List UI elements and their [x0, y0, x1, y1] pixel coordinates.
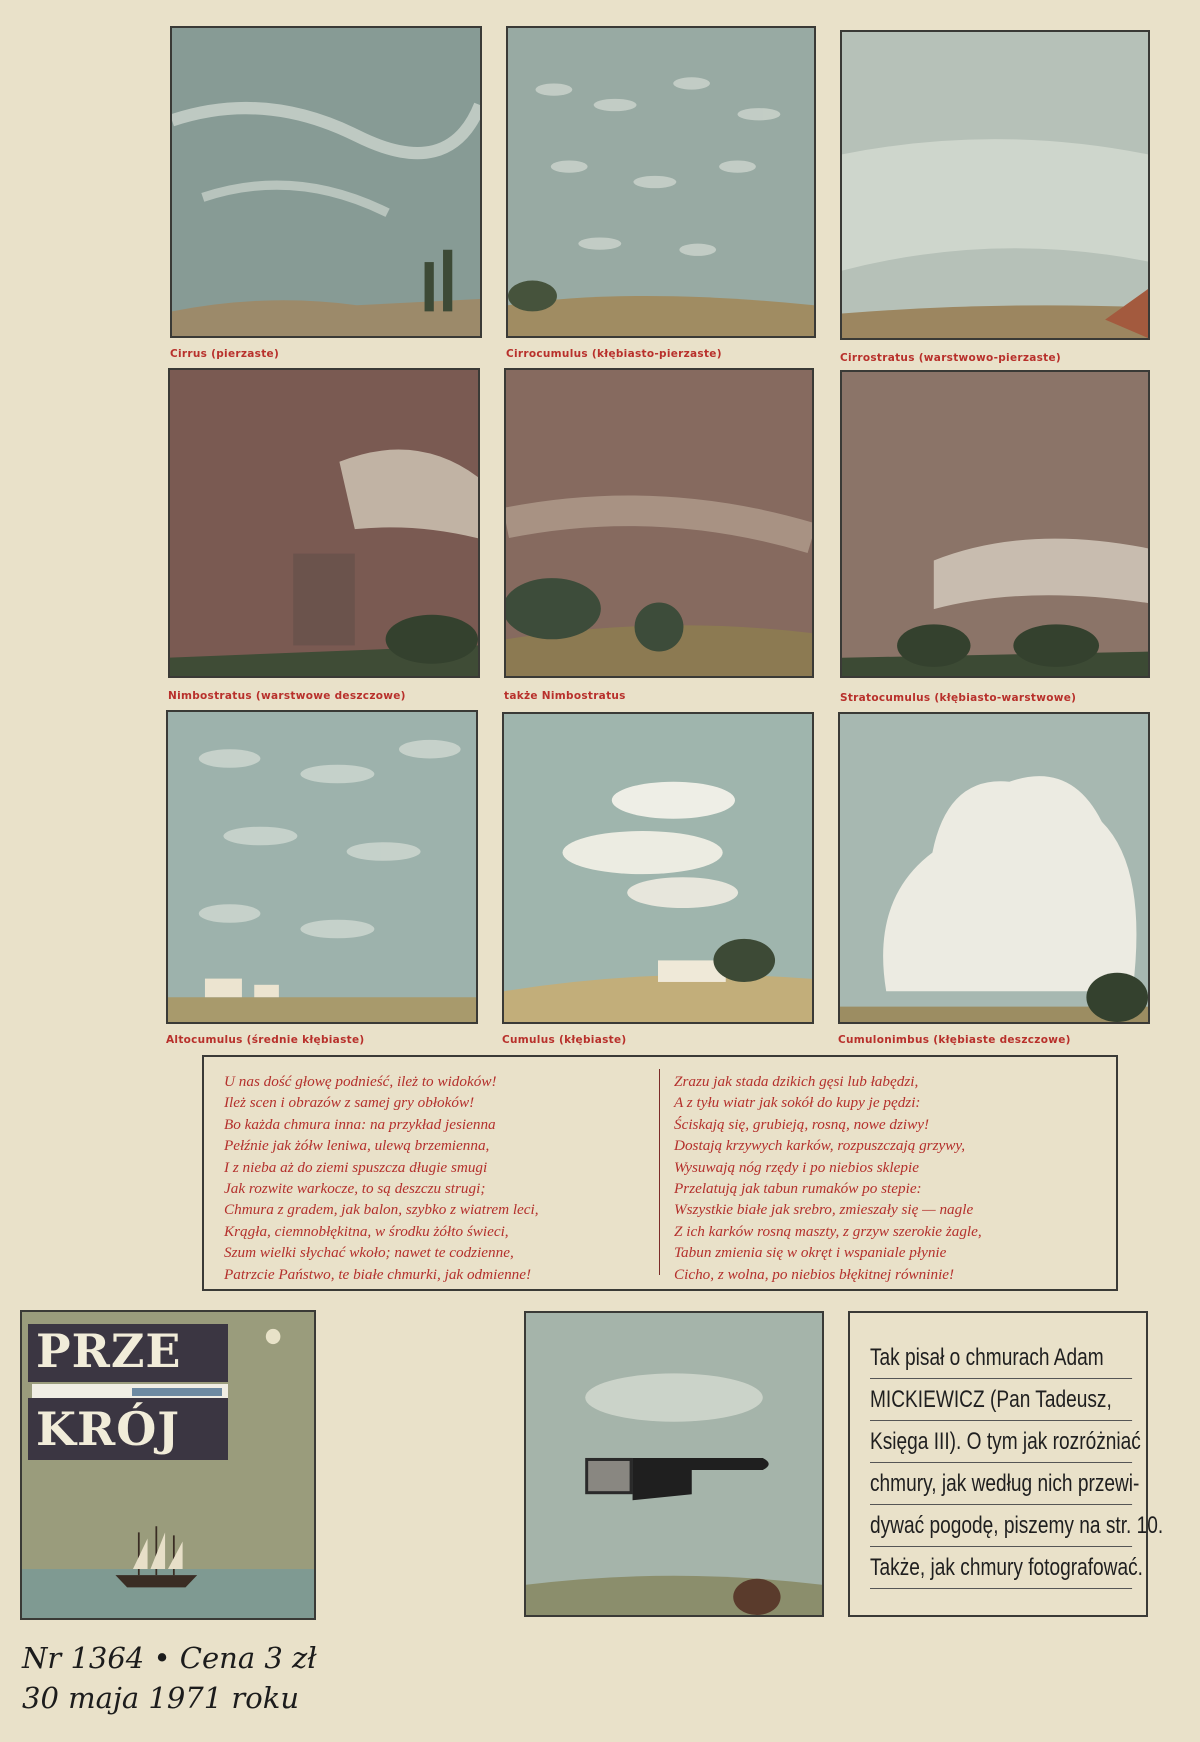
- issue-date: 30 maja 1971 roku: [22, 1681, 300, 1715]
- note-line: chmury, jak według nich przewi-: [870, 1463, 1132, 1505]
- pointing-hand-illustration: [524, 1311, 824, 1617]
- panel-caption: Cirrocumulus (kłębiasto-pierzaste): [506, 348, 722, 360]
- note-line: Tak pisał o chmurach Adam: [870, 1337, 1132, 1379]
- poem-line: A z tyłu wiatr jak sokół do kupy je pędzi:: [674, 1094, 921, 1112]
- cloud-illustration: [840, 370, 1150, 678]
- panel-caption: Stratocumulus (kłębiasto-warstwowe): [840, 692, 1077, 704]
- cloud-illustration: [504, 368, 814, 678]
- cloud-panel-cirrostratus: [840, 30, 1150, 364]
- poem-line: Zrazu jak stada dzikich gęsi lub łabędzi,: [674, 1073, 919, 1090]
- cloud-illustration: [840, 30, 1150, 340]
- note-line: dywać pogodę, piszemy na str. 10.: [870, 1505, 1132, 1547]
- cloud-panel-nimbostratus: [168, 368, 480, 702]
- poem-line: Ściskają się, grubieją, rosną, nowe dziwy!: [674, 1115, 930, 1133]
- poem-divider: [659, 1069, 660, 1275]
- poem-line: Z ich karków rosną maszty, z grzyw szerokie żagle,: [674, 1222, 982, 1240]
- note-text: [870, 1337, 1164, 1589]
- poem-line: Tabun zmienia się w okręt i wspaniale płynie: [674, 1244, 947, 1262]
- poem-box: [202, 1055, 1118, 1291]
- issue-info: [22, 1638, 352, 1718]
- poem-line: Jak rozwite warkocze, to są deszczu strugi;: [224, 1180, 486, 1198]
- poem-column-left: [224, 1071, 669, 1285]
- panel-caption: Altocumulus (średnie kłębiaste): [166, 1034, 365, 1046]
- cloud-panel-altocumulus: [166, 710, 478, 1046]
- poem-line: I z nieba aż do ziemi spuszcza długie smugi: [224, 1158, 488, 1176]
- masthead-stripe-blue: [132, 1388, 222, 1396]
- poem-line: Krągła, ciemnobłękitna, w środku żółto świeci,: [224, 1222, 509, 1240]
- panel-caption: Cumulus (kłębiaste): [502, 1034, 627, 1046]
- poem-line: Ileż scen i obrazów z samej gry obłoków!: [224, 1094, 475, 1112]
- poem-line: Pełźnie jak żółw leniwa, ulewą brzemienna,: [224, 1137, 490, 1155]
- poem-line: U nas dość głowę podnieść, ileż to widoków!: [224, 1073, 497, 1090]
- panel-caption: Cirrostratus (warstwowo-pierzaste): [840, 352, 1062, 364]
- cloud-illustration: [502, 712, 814, 1024]
- masthead-illustration: [20, 1310, 316, 1620]
- masthead-word-bottom: KRÓJ: [36, 1402, 181, 1456]
- cloud-illustration: [166, 710, 478, 1024]
- cloud-panel-cirrocumulus: [506, 26, 816, 360]
- poem-line: Wysuwają nóg rzędy i po niebios sklepie: [674, 1158, 919, 1176]
- poem-line: Przelatują jak tabun rumaków po stepie:: [674, 1180, 922, 1198]
- panel-caption: Nimbostratus (warstwowe deszczowe): [168, 690, 406, 702]
- panel-caption: Cumulonimbus (kłębiaste deszczowe): [838, 1034, 1071, 1046]
- pointing-hand-icon: [526, 1313, 822, 1615]
- note-box: [848, 1311, 1164, 1617]
- poem-line: Bo każda chmura inna: na przykład jesienna: [224, 1115, 496, 1133]
- cloud-panel-stratocumulus: [840, 370, 1150, 704]
- note-line: Księga III). O tym jak rozróżniać: [870, 1421, 1132, 1463]
- poem-line: Dostają krzywych karków, rozpuszczają grzywy,: [674, 1137, 966, 1155]
- cloud-illustration: [170, 26, 482, 338]
- cloud-panel-cumulus: [502, 712, 814, 1046]
- masthead-word-top: PRZE: [36, 1324, 182, 1378]
- cloud-panel-cumulonimbus: [838, 712, 1150, 1046]
- cloud-illustration: [168, 368, 480, 678]
- cloud-panel-cirrus: [170, 26, 482, 360]
- poem-line: Wszystkie białe jak srebro, zmieszały się — nagle: [674, 1201, 974, 1219]
- note-line: Także, jak chmury fotografować.: [870, 1547, 1132, 1589]
- cloud-illustration: [838, 712, 1150, 1024]
- panel-caption: także Nimbostratus: [504, 690, 626, 702]
- poem-column-right: [674, 1071, 1119, 1285]
- cloud-panel-nimbostratus-2: [504, 368, 814, 702]
- poem-line: Chmura z gradem, jak balon, szybko z wiatrem leci,: [224, 1201, 539, 1219]
- cloud-illustration: [506, 26, 816, 338]
- issue-number-price: Nr 1364 • Cena 3 zł: [22, 1641, 317, 1675]
- note-line: MICKIEWICZ (Pan Tadeusz,: [870, 1379, 1132, 1421]
- poem-line: Patrzcie Państwo, te białe chmurki, jak odmienne!: [224, 1265, 532, 1283]
- panel-caption: Cirrus (pierzaste): [170, 348, 280, 360]
- poem-line: Szum wielki słychać wkoło; nawet te codzienne,: [224, 1244, 514, 1262]
- poem-line: Cicho, z wolna, po niebios błękitnej równinie!: [674, 1265, 955, 1283]
